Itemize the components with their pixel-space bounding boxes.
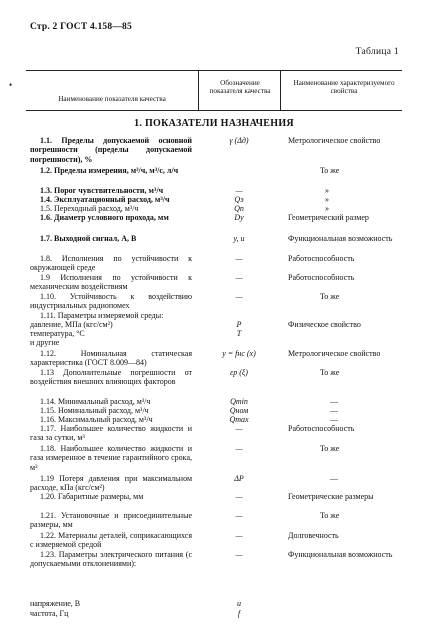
row-name: 1.4. Эксплуатационный расход, м³/ч — [40, 195, 170, 204]
row-symbol: — — [235, 492, 243, 501]
row-name: 1.18. Наибольшее количество жидкости и газа измеренное в течение гарантийного срока, м³ — [30, 444, 192, 472]
row-name: 1.20. Габаритные размеры, мм — [40, 492, 144, 501]
row-name: 1.19 Потеря давления при максимальном расходе, кПа (кгс/см²) — [30, 474, 192, 493]
row-property: То же — [320, 511, 340, 520]
row-property: Физическое свойство — [288, 320, 361, 329]
row-symbol: P — [236, 320, 242, 329]
row-name: 1.9 Исполнения по устойчивости к механическим воздействиям — [30, 273, 192, 292]
table-label: Таблица 1 — [355, 47, 399, 57]
row-symbol: — — [235, 186, 243, 195]
row-name: давление, МПа (кгс/см²) — [30, 320, 113, 329]
row-name: 1.6. Диаметр условного прохода, мм — [40, 213, 169, 222]
row-property: Функциональная возможность — [288, 234, 393, 243]
page-header: Стр. 2 ГОСТ 4.158—85 — [30, 22, 132, 32]
row-property: » — [325, 204, 329, 213]
header-top-rule — [26, 70, 402, 71]
row-name: 1.10. Устойчивость к воздействию индустриальных радиопомех — [30, 292, 192, 311]
row-name: 1.13 Дополнительные погрешности от воздействия внешних влияющих факторов — [30, 368, 192, 387]
row-symbol: — — [235, 424, 243, 433]
row-property: — — [330, 474, 338, 483]
row-symbol: Dу — [234, 213, 244, 222]
row-name: 1.21. Установочные и присоединительные размеры, мм — [30, 511, 192, 530]
row-property: Геометрические размеры — [288, 492, 374, 501]
row-symbol: — — [235, 550, 243, 559]
row-name: 1.5. Переходный расход, м³/ч — [40, 204, 139, 213]
row-property: То же — [320, 166, 340, 175]
row-name: 1.3. Порог чувствительности, м³/ч — [40, 186, 164, 195]
row-symbol: Qmax — [229, 415, 249, 424]
row-symbol: Qном — [229, 406, 249, 415]
row-property: Долговечность — [288, 531, 339, 540]
row-symbol: ΔP — [234, 474, 244, 483]
row-name: напряжение, В — [30, 599, 81, 608]
row-property: » — [325, 195, 329, 204]
header-divider-2 — [280, 70, 281, 110]
header-bottom-rule — [26, 110, 402, 111]
row-name: 1.1. Пределы допускаемой основной погрешности (пределы допускаемой погрешности), % — [30, 136, 192, 164]
row-name: 1.17. Наибольшее количество жидкости и газа за сутки, м³ — [30, 424, 192, 443]
row-property: » — [325, 186, 329, 195]
row-symbol: — — [235, 511, 243, 520]
row-symbol: y = fнс (x) — [222, 349, 256, 358]
row-property: Работоспособность — [288, 273, 355, 282]
row-property: Функциональная возможность — [288, 550, 393, 559]
row-property: Работоспособность — [288, 254, 355, 263]
row-symbol: εр (ξ) — [230, 368, 248, 377]
column-header-property: Наименование характеризуемого свойства — [293, 79, 395, 96]
row-symbol: — — [235, 273, 243, 282]
row-symbol: — — [235, 292, 243, 301]
row-name: 1.22. Материалы деталей, соприкасающихся с измеряемой средой — [30, 531, 192, 550]
row-property: — — [330, 406, 338, 415]
row-name: 1.7. Выходной сигнал, А, В — [40, 234, 137, 243]
row-symbol: u — [237, 599, 241, 608]
row-name: 1.23. Параметры электрического питания (с допускаемыми отклонениями): — [30, 550, 192, 569]
row-property: То же — [320, 368, 340, 377]
row-name: температура, °C — [30, 329, 85, 338]
row-property: — — [330, 415, 338, 424]
row-name: 1.11. Параметры измеряемой среды: — [40, 311, 164, 320]
row-name: 1.14. Минимальный расход, м³/ч — [40, 397, 151, 406]
row-name: 1.8. Исполнения по устойчивости к окружающей среде — [30, 254, 192, 273]
column-header-name: Наименование показателя качества — [58, 95, 166, 103]
row-name: 1.15. Номинальный расход, м³/ч — [40, 406, 149, 415]
row-name: и другие — [30, 338, 60, 347]
row-symbol: — — [235, 444, 243, 453]
row-name: 1.16. Максимальный расход, м³/ч — [40, 415, 153, 424]
row-symbol: γ (Δд) — [229, 136, 249, 145]
row-symbol: — — [235, 531, 243, 540]
row-name: 1.12. Номинальная статическая характеристика (ГОСТ 8.009—84) — [30, 349, 192, 368]
row-property: — — [330, 397, 338, 406]
margin-mark: • — [9, 80, 13, 90]
row-symbol: — — [235, 254, 243, 263]
row-name: 1.2. Пределы измерения, м³/ч, м³/с, л/ч — [40, 166, 179, 175]
row-symbol: T — [236, 329, 242, 338]
row-symbol: Qп — [234, 204, 244, 213]
row-symbol: y, u — [233, 234, 245, 243]
row-property: То же — [320, 292, 340, 301]
row-property: Геометрический размер — [288, 213, 369, 222]
row-property: Метрологическое свойство — [288, 349, 381, 358]
row-property: Метрологическое свойство — [288, 136, 381, 145]
row-property: Работоспособность — [288, 424, 355, 433]
row-name: частота, Гц — [30, 609, 69, 618]
row-symbol: Qmin — [230, 397, 248, 406]
section-title: 1. ПОКАЗАТЕЛИ НАЗНАЧЕНИЯ — [134, 118, 294, 129]
column-header-symbol: Обозначение показателя качества — [209, 79, 271, 96]
row-property: То же — [320, 444, 340, 453]
row-symbol: Qэ — [234, 195, 244, 204]
row-symbol: f — [237, 609, 241, 618]
header-divider-1 — [198, 70, 199, 110]
